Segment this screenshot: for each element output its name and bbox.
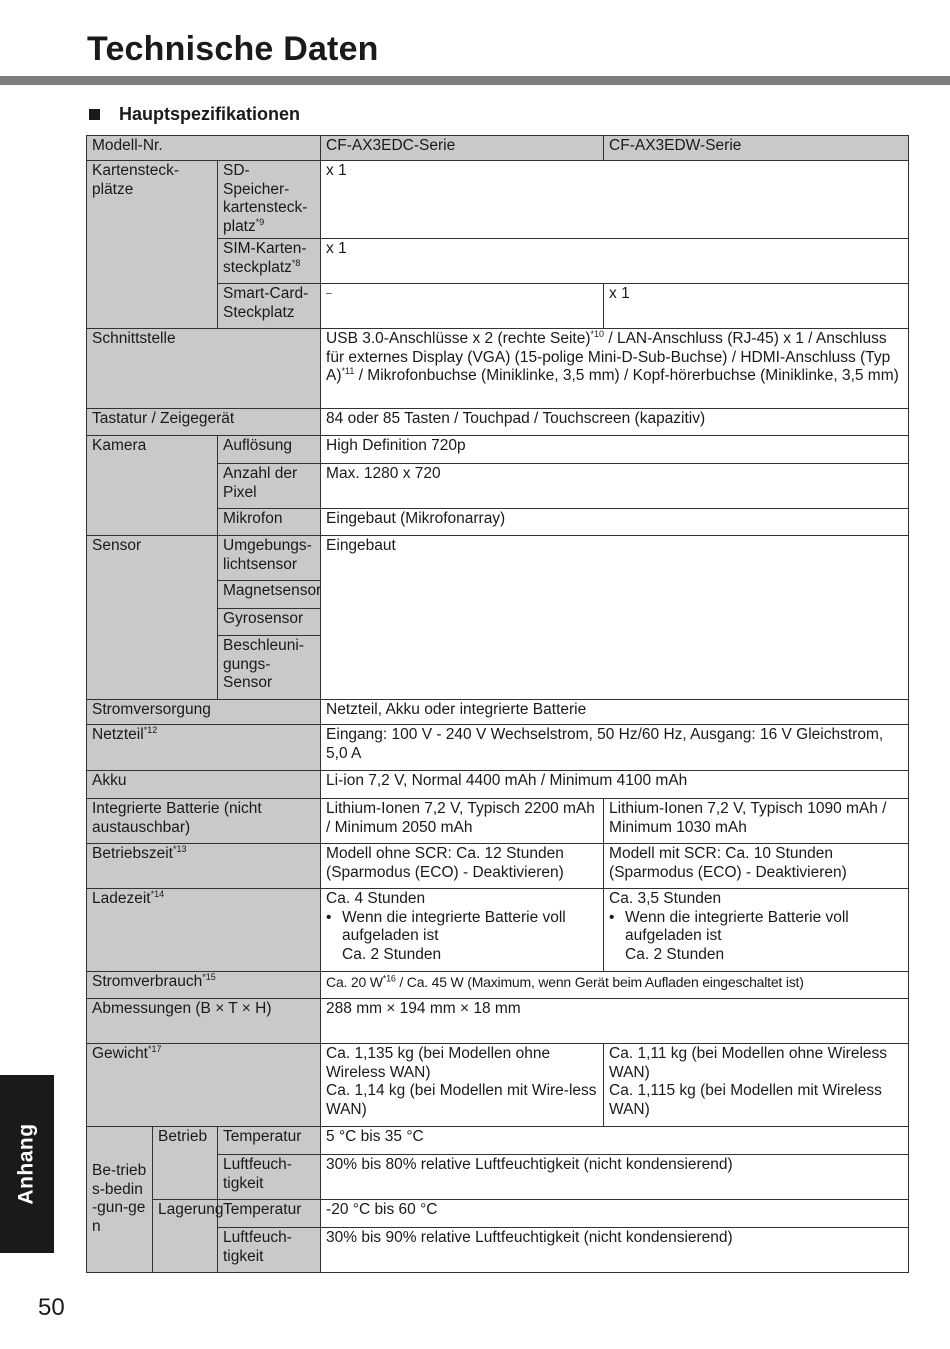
table-row bbox=[87, 799, 909, 844]
camera-label: Kamera bbox=[87, 436, 218, 536]
table-row bbox=[87, 889, 909, 972]
bullet-icon: • bbox=[326, 908, 332, 926]
smartcard-edw: x 1 bbox=[604, 284, 909, 329]
sd-slot-label: SD-Speicher-kartensteck-platz$^{*9}$ bbox=[218, 161, 321, 239]
sensor-label: Sensor bbox=[87, 536, 218, 700]
spec-table bbox=[86, 135, 909, 1273]
table-row bbox=[87, 136, 909, 161]
charge-edw: Ca. 3,5 Stunden • Wenn die integrierte Batterie voll aufgeladen ist Ca. 2 Stunden bbox=[604, 889, 909, 972]
st-humidity-label: Luftfeuch-tigkeit bbox=[218, 1228, 321, 1273]
model-edw: CF-AX3EDW-Serie bbox=[604, 136, 909, 161]
runtime-edw: Modell mit SCR: Ca. 10 Stunden (Sparmodus (ECO) - Deaktivieren) bbox=[604, 844, 909, 889]
camera-pixels-label: Anzahl der Pixel bbox=[218, 464, 321, 509]
table-row bbox=[87, 1127, 909, 1155]
footnote-ref: *9 bbox=[255, 216, 265, 227]
op-temp-value: 5 °C bis 35 °C bbox=[321, 1127, 909, 1155]
power-label: Stromversorgung bbox=[87, 700, 321, 725]
st-temp-label: Temperatur bbox=[218, 1200, 321, 1228]
adapter-value: Eingang: 100 V - 240 V Wechselstrom, 50 Hz/60 Hz, Ausgang: 16 V Gleichstrom, 5,0 A bbox=[321, 725, 909, 771]
conditions-label: Be-triebs-bedin-gun-gen bbox=[87, 1127, 153, 1273]
ambient-sensor-label: Umgebungs-lichtsensor bbox=[218, 536, 321, 581]
consumption-label: Stromverbrauch$^{*15}$ bbox=[87, 972, 321, 999]
accel-sensor-label: Beschleuni-gungs-Sensor bbox=[218, 636, 321, 700]
table-row bbox=[87, 1044, 909, 1127]
weight-edw: Ca. 1,11 kg (bei Modellen ohne Wireless WAN) Ca. 1,115 kg (bei Modellen mit Wireless WAN) bbox=[604, 1044, 909, 1127]
footnote-ref: *12 bbox=[143, 724, 158, 735]
footnote-ref: *14 bbox=[150, 888, 165, 899]
dimensions-label: Abmessungen (B × T × H) bbox=[87, 999, 321, 1044]
sd-slot-value: x 1 bbox=[321, 161, 909, 239]
operation-label: Betrieb bbox=[153, 1127, 218, 1200]
model-label: Modell-Nr. bbox=[87, 136, 321, 161]
side-tab bbox=[0, 1075, 54, 1253]
charge-label: Ladezeit$^{*14}$ bbox=[87, 889, 321, 972]
sensor-value: Eingebaut bbox=[321, 536, 909, 700]
footnote-ref: *11 bbox=[341, 365, 355, 376]
consumption-value: Ca. 20 $W^{*16}$ / Ca. 45 W (Maximum, wenn Gerät beim Aufladen eingeschaltet ist) bbox=[321, 972, 909, 999]
footnote-ref: *17 bbox=[148, 1043, 162, 1054]
adapter-label: Netzteil$^{*12}$ bbox=[87, 725, 321, 771]
gyro-sensor-label: Gyrosensor bbox=[218, 609, 321, 636]
section-title: Hauptspezifikationen bbox=[119, 104, 301, 124]
bullet-icon: • bbox=[609, 908, 615, 926]
smartcard-slot-label: Smart-Card-Steckplatz bbox=[218, 284, 321, 329]
title-rule bbox=[0, 76, 950, 85]
square-bullet-icon bbox=[89, 109, 100, 120]
table-row bbox=[87, 409, 909, 436]
runtime-label: Betriebszeit$^{*13}$ bbox=[87, 844, 321, 889]
power-value: Netzteil, Akku oder integrierte Batterie bbox=[321, 700, 909, 725]
runtime-edc: Modell ohne SCR: Ca. 12 Stunden (Sparmodus (ECO) - Deaktivieren) bbox=[321, 844, 604, 889]
table-row bbox=[87, 329, 909, 409]
camera-pixels-value: Max. 1280 x 720 bbox=[321, 464, 909, 509]
table-row bbox=[87, 1200, 909, 1228]
footnote-ref: *15 bbox=[202, 971, 216, 982]
page-number: 50 bbox=[38, 1294, 65, 1321]
page-title: Technische Daten bbox=[87, 30, 379, 68]
interface-label: Schnittstelle bbox=[87, 329, 321, 409]
microphone-label: Mikrofon bbox=[218, 509, 321, 536]
integrated-battery-edw: Lithium-Ionen 7,2 V, Typisch 1090 mAh / Minimum 1030 mAh bbox=[604, 799, 909, 844]
interface-value: USB 3.0-Anschlüsse x 2 (rechte Seite)$^{*10}$ / LAN-Anschluss (RJ-45) x 1 / Anschluss für externes Display (VGA) (15-polige Mini-D-Sub-Buchse) / HDMI-Anschluss (Typ A)$^{*11}$ / Mikrofonbuchse (Miniklinke, 3,5 mm) / Kopf-hörerbuchse (Miniklinke, 3,5 mm) bbox=[321, 329, 909, 409]
camera-resolution-label: Auflösung bbox=[218, 436, 321, 464]
integrated-battery-label: Integrierte Batterie (nicht austauschbar) bbox=[87, 799, 321, 844]
storage-label: Lagerung bbox=[153, 1200, 218, 1273]
table-row bbox=[87, 771, 909, 799]
smartcard-edc: – bbox=[321, 284, 604, 329]
sim-slot-label: SIM-Karten-steckplatz$^{*8}$ bbox=[218, 239, 321, 284]
op-humidity-value: 30% bis 80% relative Luftfeuchtigkeit (nicht kondensierend) bbox=[321, 1155, 909, 1200]
footnote-ref: *16 bbox=[382, 973, 396, 984]
op-humidity-label: Luftfeuch-tigkeit bbox=[218, 1155, 321, 1200]
integrated-battery-edc: Lithium-Ionen 7,2 V, Typisch 2200 mAh / Minimum 2050 mAh bbox=[321, 799, 604, 844]
table-row bbox=[87, 700, 909, 725]
model-edc: CF-AX3EDC-Serie bbox=[321, 136, 604, 161]
charge-edc: Ca. 4 Stunden • Wenn die integrierte Batterie voll aufgeladen ist Ca. 2 Stunden bbox=[321, 889, 604, 972]
op-temp-label: Temperatur bbox=[218, 1127, 321, 1155]
table-row bbox=[87, 161, 909, 239]
footnote-ref: *8 bbox=[291, 257, 301, 268]
dimensions-value: 288 mm × 194 mm × 18 mm bbox=[321, 999, 909, 1044]
camera-resolution-value: High Definition 720p bbox=[321, 436, 909, 464]
battery-label: Akku bbox=[87, 771, 321, 799]
sim-slot-value: x 1 bbox=[321, 239, 909, 284]
table-row bbox=[87, 725, 909, 771]
footnote-ref: *10 bbox=[590, 328, 605, 339]
section-heading bbox=[89, 104, 300, 125]
side-tab-label: Anhang bbox=[15, 1123, 38, 1205]
table-row bbox=[87, 536, 909, 581]
weight-edc: Ca. 1,135 kg (bei Modellen ohne Wireless WAN) Ca. 1,14 kg (bei Modellen mit Wire-less WAN) bbox=[321, 1044, 604, 1127]
st-humidity-value: 30% bis 90% relative Luftfeuchtigkeit (nicht kondensierend) bbox=[321, 1228, 909, 1273]
weight-label: Gewicht$^{*17}$ bbox=[87, 1044, 321, 1127]
table-row bbox=[87, 844, 909, 889]
keyboard-label: Tastatur / Zeigegerät bbox=[87, 409, 321, 436]
microphone-value: Eingebaut (Mikrofonarray) bbox=[321, 509, 909, 536]
table-row bbox=[87, 999, 909, 1044]
st-temp-value: -20 °C bis 60 °C bbox=[321, 1200, 909, 1228]
table-row bbox=[87, 436, 909, 464]
footnote-ref: *13 bbox=[172, 843, 187, 854]
card-slots-label: Kartensteck-plätze bbox=[87, 161, 218, 329]
battery-value: Li-ion 7,2 V, Normal 4400 mAh / Minimum 4100 mAh bbox=[321, 771, 909, 799]
magnet-sensor-label: Magnetsensor bbox=[218, 581, 321, 609]
keyboard-value: 84 oder 85 Tasten / Touchpad / Touchscreen (kapazitiv) bbox=[321, 409, 909, 436]
table-row bbox=[87, 972, 909, 999]
